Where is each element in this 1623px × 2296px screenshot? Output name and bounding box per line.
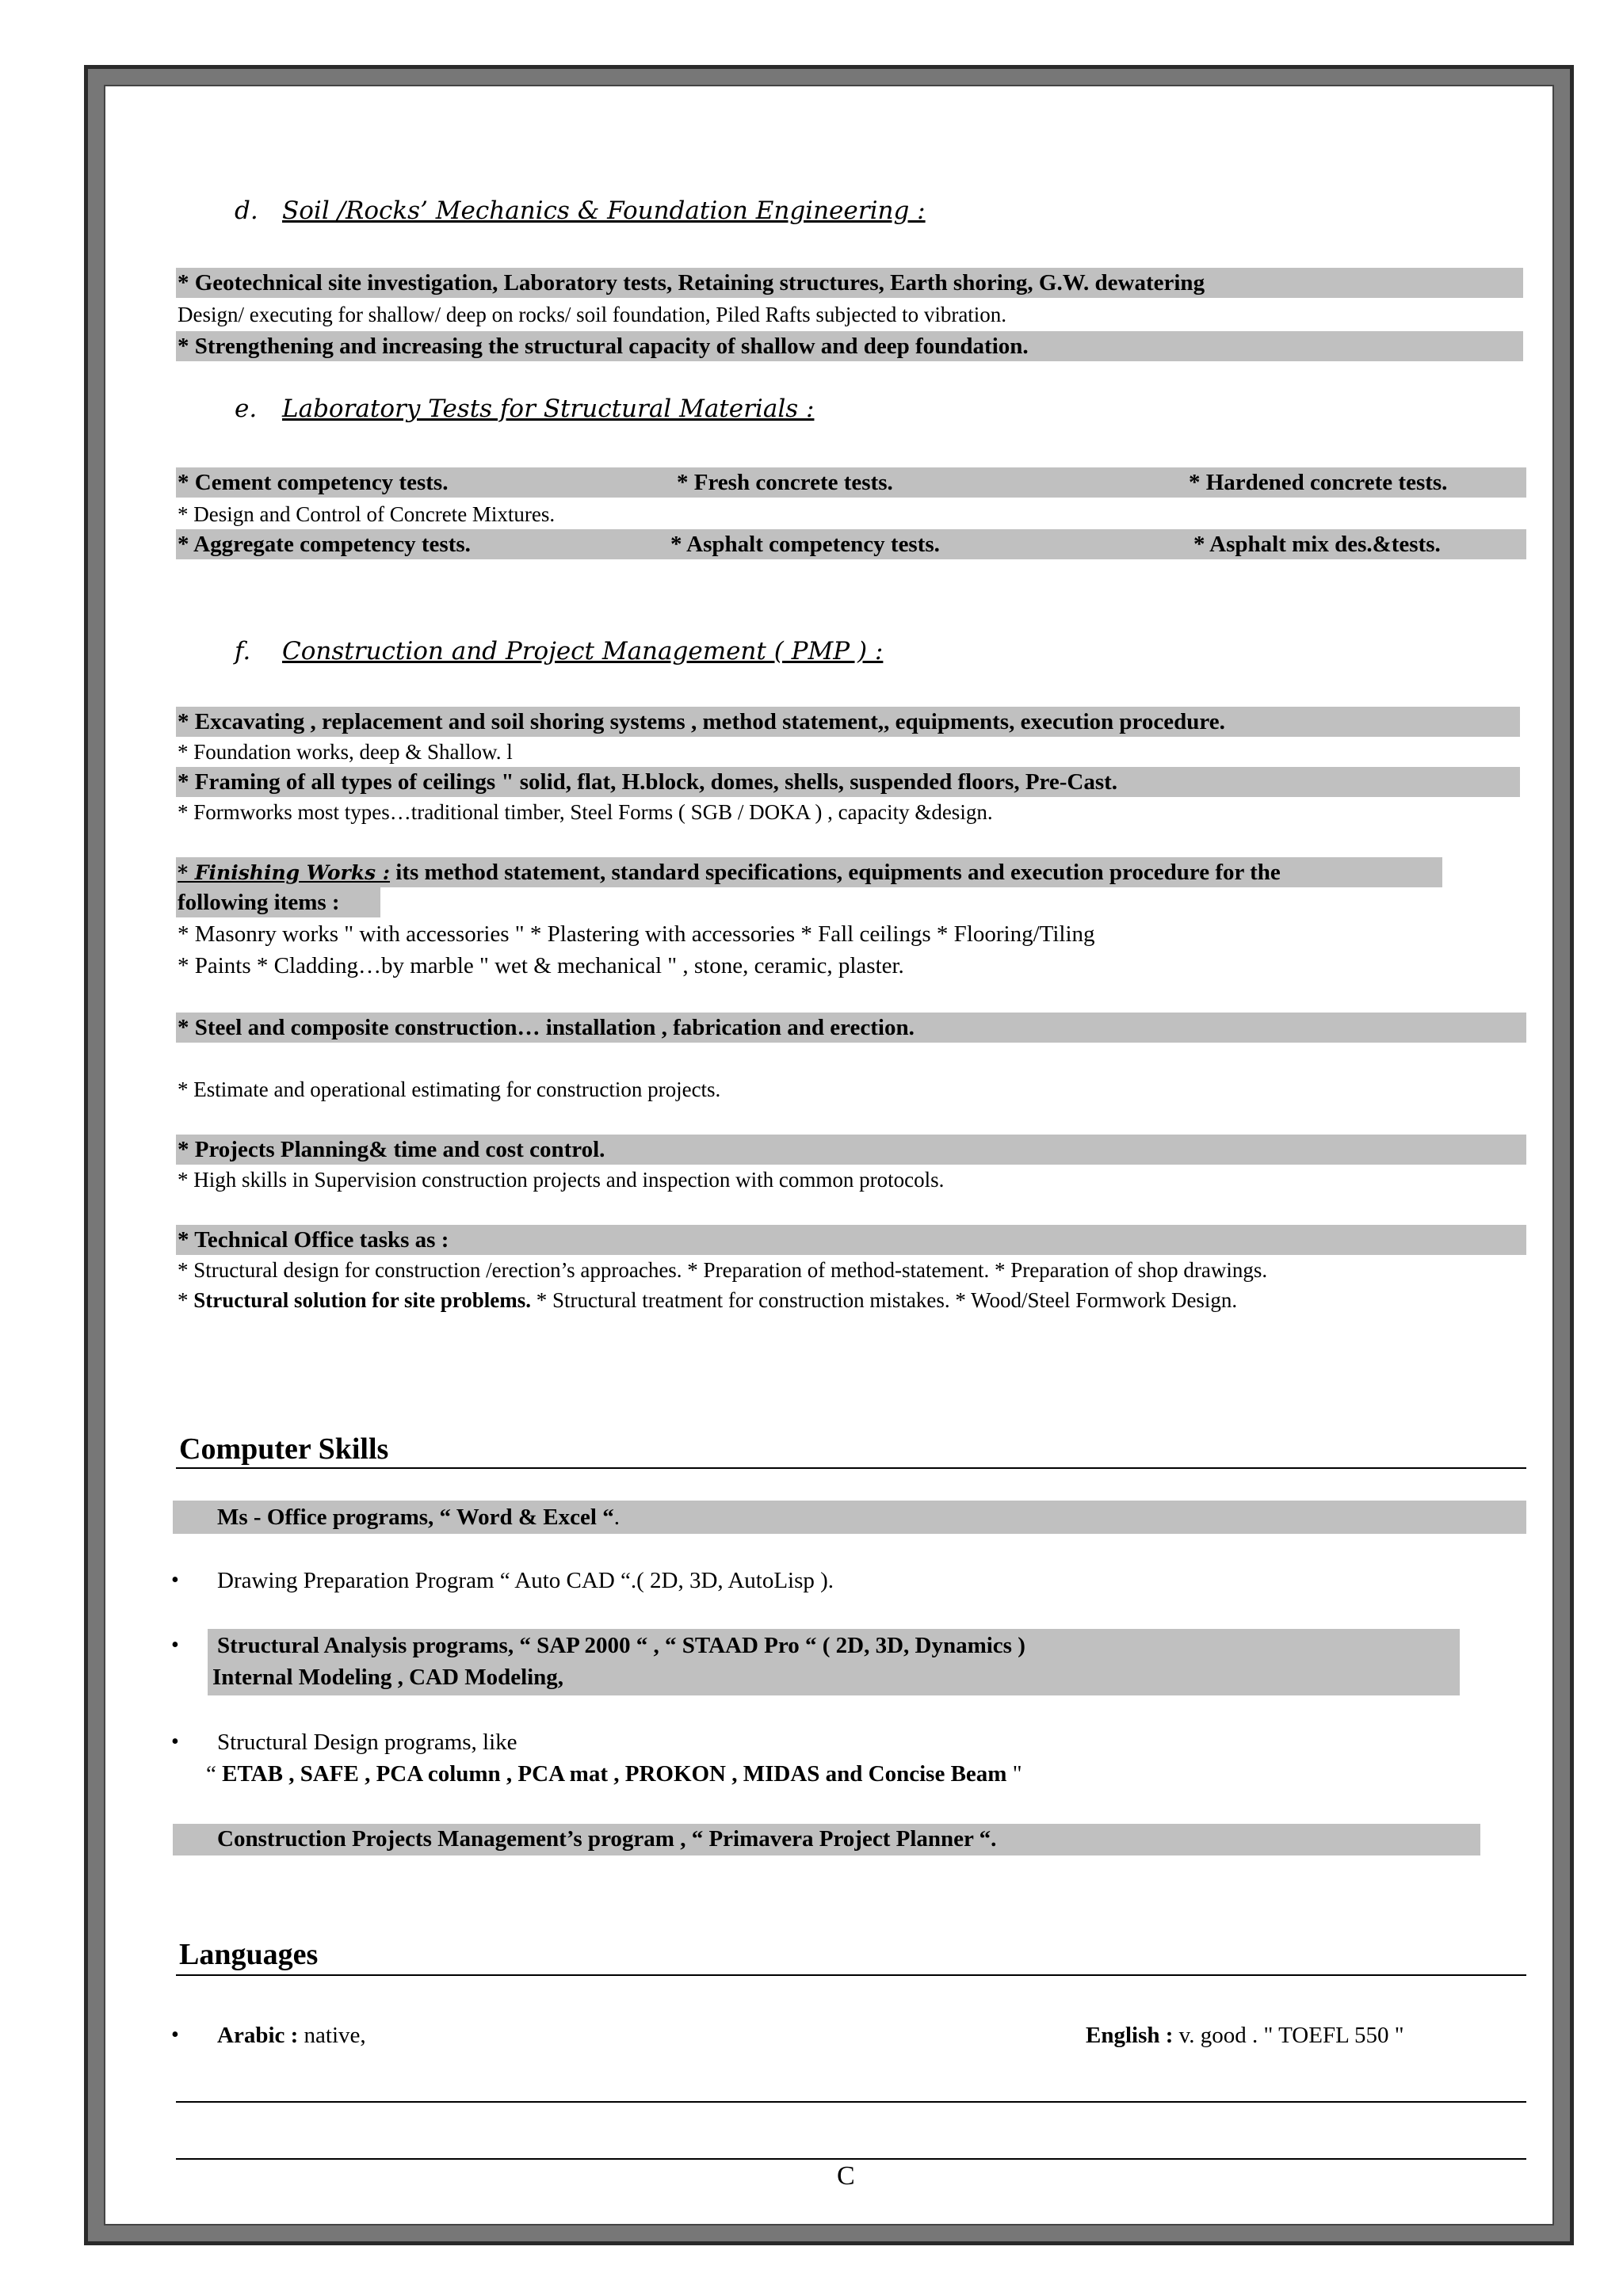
- skill-office-end: .: [613, 1505, 620, 1530]
- language-english-value: v. good . " TOEFL 550 ": [1173, 2023, 1404, 2048]
- language-arabic-label: Arabic :: [217, 2023, 299, 2048]
- section-f-heading: [235, 635, 883, 667]
- technical-line-1: * Structural design for construction /erection’s approaches. * Preparation of method-statement. * Preparation of shop drawings.: [178, 1258, 1268, 1282]
- technical-star: *: [178, 1288, 194, 1312]
- section-d-line-1: * Geotechnical site investigation, Laboratory tests, Retaining structures, Earth shoring, G.W. dewatering: [178, 270, 1205, 296]
- section-f-line-3: * Framing of all types of ceilings " solid, flat, H.block, domes, shells, suspended floors, Pre-Cast.: [178, 769, 1118, 795]
- bullet-dot-icon: •: [171, 2023, 179, 2047]
- skill-design-2: [206, 1759, 1022, 1789]
- separator-rule: [176, 2101, 1526, 2103]
- steel-construction-line: * Steel and composite construction… installation , fabrication and erection.: [178, 1015, 915, 1040]
- section-e-asphalt: * Asphalt competency tests.: [670, 532, 940, 557]
- skill-drawing: Drawing Preparation Program “ Auto CAD “.( 2D, 3D, AutoLisp ).: [217, 1568, 834, 1593]
- language-arabic: [217, 2020, 366, 2050]
- skill-office-text: Ms - Office programs, “ Word & Excel “: [217, 1505, 614, 1530]
- skill-design-quote: “: [206, 1761, 223, 1787]
- language-arabic-value: native,: [298, 2023, 366, 2048]
- estimate-line: * Estimate and operational estimating for construction projects.: [178, 1077, 721, 1101]
- technical-office-line: * Technical Office tasks as :: [178, 1227, 449, 1253]
- skill-primavera: Construction Projects Management’s program , “ Primavera Project Planner “.: [217, 1826, 997, 1852]
- skill-office: [217, 1502, 620, 1532]
- heading-rule: [176, 1467, 1526, 1469]
- section-e-asphalt-mix: * Asphalt mix des.&tests.: [1193, 532, 1441, 557]
- section-d-letter: d.: [235, 196, 258, 225]
- finishing-items-2: * Paints * Cladding…by marble " wet & mechanical " , stone, ceramic, plaster.: [178, 953, 904, 978]
- skill-design-end: ": [1006, 1761, 1022, 1787]
- finishing-works-line: [178, 857, 1281, 888]
- technical-line-2: [178, 1285, 1237, 1315]
- finishing-works-line-2: following items :: [178, 890, 340, 915]
- technical-formwork: * Wood/Steel Formwork Design.: [949, 1288, 1238, 1312]
- skill-design-1: Structural Design programs, like: [217, 1730, 517, 1755]
- section-e-hardened: * Hardened concrete tests.: [1189, 470, 1448, 495]
- section-e-title: Laboratory Tests for Structural Materials :: [282, 395, 815, 423]
- section-e-heading: [235, 393, 814, 425]
- section-d-line-3: * Strengthening and increasing the structural capacity of shallow and deep foundation.: [178, 334, 1029, 359]
- section-f-line-2: * Foundation works, deep & Shallow. l: [178, 740, 513, 764]
- skill-analysis-1: Structural Analysis programs, “ SAP 2000 “ , “ STAAD Pro “ ( 2D, 3D, Dynamics ): [217, 1633, 1025, 1658]
- section-e-mixtures: * Design and Control of Concrete Mixtures.: [178, 502, 556, 526]
- finishing-works-label: * Finishing Works :: [178, 861, 391, 884]
- language-english: [1086, 2020, 1404, 2050]
- skill-analysis-2: Internal Modeling , CAD Modeling,: [212, 1665, 564, 1690]
- section-d-line-2: Design/ executing for shallow/ deep on rocks/ soil foundation, Piled Rafts subjected to vibration.: [178, 303, 1007, 326]
- technical-solution: Structural solution for site problems.: [193, 1288, 532, 1312]
- section-f-line-4: * Formworks most types…traditional timber, Steel Forms ( SGB / DOKA ) , capacity &design.: [178, 800, 993, 824]
- section-f-line-1: * Excavating , replacement and soil shoring systems , method statement,, equipments, execution procedure.: [178, 709, 1225, 734]
- bullet-dot-icon: •: [171, 1730, 179, 1754]
- technical-treatment: * Structural treatment for construction mistakes.: [531, 1288, 950, 1312]
- planning-line: * Projects Planning& time and cost control.: [178, 1137, 605, 1162]
- section-e-aggregate: * Aggregate competency tests.: [178, 532, 471, 557]
- footer-letter: C: [837, 2161, 855, 2191]
- computer-skills-heading: Computer Skills: [179, 1432, 389, 1466]
- bullet-dot-icon: •: [171, 1633, 179, 1657]
- finishing-items-1: * Masonry works " with accessories " * Plastering with accessories * Fall ceilings * Flooring/Tiling: [178, 921, 1095, 947]
- languages-heading: Languages: [179, 1938, 319, 1971]
- finishing-works-text: its method statement, standard specifications, equipments and execution procedure for the: [390, 860, 1281, 885]
- supervision-line: * High skills in Supervision construction projects and inspection with common protocols.: [178, 1168, 945, 1192]
- section-f-title: Construction and Project Management ( PMP ) :: [282, 637, 884, 666]
- heading-rule: [176, 1974, 1526, 1976]
- section-f-letter: f.: [235, 637, 251, 666]
- section-d-heading: [235, 195, 926, 227]
- section-e-cement: * Cement competency tests.: [178, 470, 449, 495]
- section-e-fresh: * Fresh concrete tests.: [677, 470, 893, 495]
- language-english-label: English :: [1086, 2023, 1174, 2048]
- section-d-title: Soil /Rocks’ Mechanics & Foundation Engineering :: [282, 196, 926, 225]
- bullet-dot-icon: •: [171, 1568, 179, 1592]
- section-e-letter: e.: [235, 395, 258, 423]
- skill-design-programs: ETAB , SAFE , PCA column , PCA mat , PROKON , MIDAS and Concise Beam: [222, 1761, 1007, 1787]
